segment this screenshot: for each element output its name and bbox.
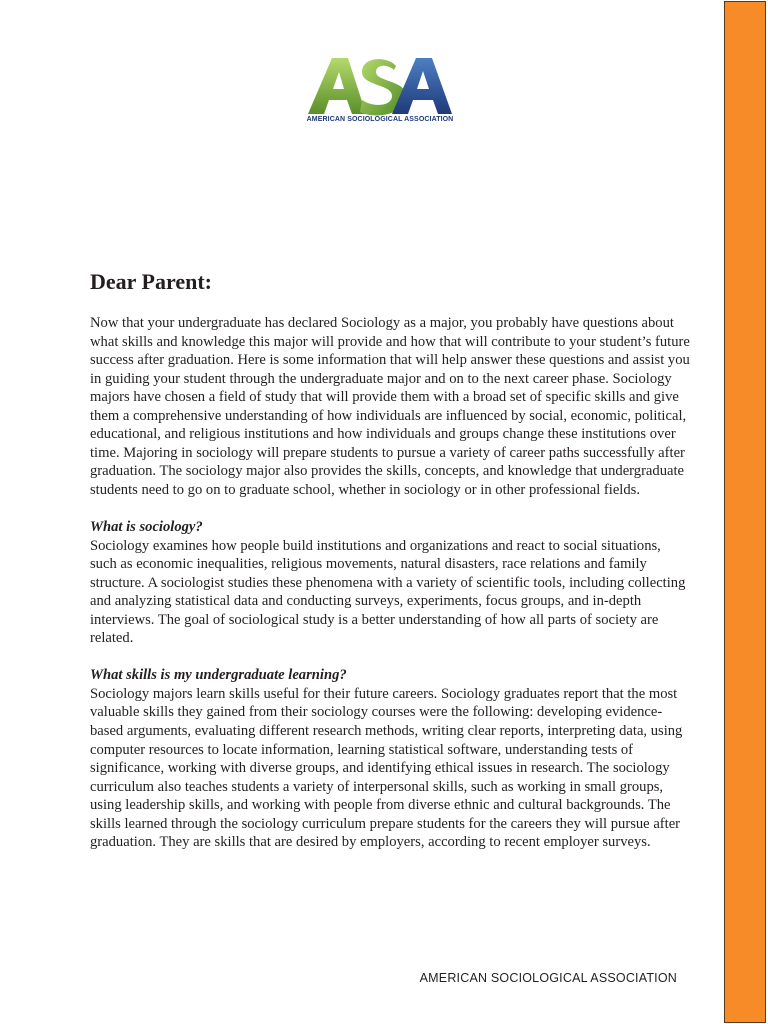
section-heading: What is sociology?	[90, 519, 203, 536]
salutation-heading: Dear Parent:	[90, 269, 212, 294]
section-what-is-sociology	[90, 518, 690, 648]
logo-letter-a-left	[308, 58, 366, 114]
logo-letter-a-right	[392, 58, 452, 114]
asa-logo	[300, 52, 470, 136]
intro-paragraph: Now that your undergraduate has declared Sociology as a major, you probably have questions about what skills and knowledge this major will provide and how that will contribute to your student’s future success after graduation. Here is some information that will help answer these questions and assist you in guiding your student through the undergraduate major and on to the next career phase. Sociology majors have chosen a field of study that will provide them with a broad set of specific skills and give them a comprehensive understanding of how individuals are influenced by social, economic, political, educational, and religious institutions and how individuals and groups change these institutions over time. Majoring in sociology will prepare students to pursue a variety of career paths successfully after graduation. The sociology major also provides the skills, concepts, and knowledge that undergraduate students need to go on to graduate school, whether in sociology or in other professional fields.	[90, 315, 690, 498]
section-heading: What skills is my undergraduate learning?	[90, 667, 347, 684]
letter-body	[90, 314, 690, 852]
section-what-skills	[90, 666, 690, 851]
section-paragraph: Sociology examines how people build institutions and organizations and react to social situations, such as economic inequalities, religious movements, natural disasters, race relations and family structure. A sociologist studies these phenomena with a variety of scientific tools, including collecting and analyzing statistical data and conducting surveys, experiments, focus groups, and in-depth interviews. The goal of sociological study is a better understanding of how all parts of society are related.	[90, 537, 686, 647]
asa-logo-mark	[300, 52, 460, 118]
section-paragraph: Sociology majors learn skills useful for their future careers. Sociology graduates report that the most valuable skills they gained from their sociology courses were the following: developing evidence-based arguments, evaluating different research methods, writing clear reports, interpreting data, using computer resources to locate information, learning statistical software, understanding tests of significance, working with diverse groups, and identifying ethical issues in research. The sociology curriculum also teaches students a variety of interpersonal skills, such as working in small groups, using leadership skills, and working with people from diverse ethnic and cultural backgrounds. The skills learned through the sociology curriculum prepare students for the careers they will pursue after graduation. They are skills that are desired by employers, according to recent employer surveys.	[90, 685, 683, 851]
logo-caption: AMERICAN SOCIOLOGICAL ASSOCIATION	[306, 116, 454, 123]
footer-organization-name: AMERICAN SOCIOLOGICAL ASSOCIATION	[419, 971, 677, 985]
orange-sidebar-bar	[724, 1, 766, 1023]
